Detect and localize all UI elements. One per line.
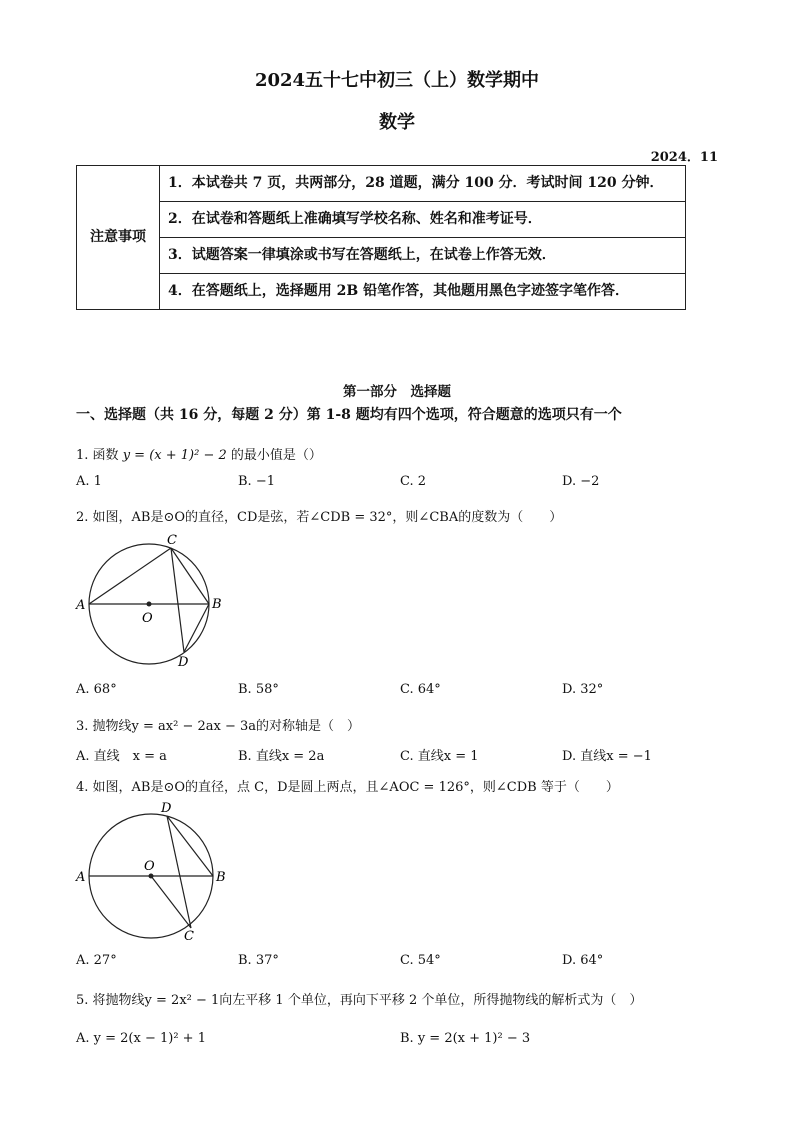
question-text: 如图，AB是⊙O的直径，CD是弦，若∠CDB = 32°，则∠CBA的度数为（ ）	[92, 510, 563, 525]
label-c: C	[167, 533, 177, 548]
question-text: 如图，AB是⊙O的直径，点 C，D是圆上两点，且∠AOC = 126°，则∠CDB 等于（ ）	[92, 780, 619, 795]
chord-ac	[89, 548, 171, 604]
option-b: B. −1	[238, 474, 275, 489]
label-o: O	[144, 859, 155, 874]
question-text: 的最小值是（）	[230, 448, 322, 463]
question-2	[76, 506, 562, 525]
option-d: D. 64°	[562, 953, 604, 968]
label-b: B	[216, 870, 226, 885]
label-d: D	[178, 655, 189, 670]
note-item: 2．在试卷和答题纸上准确填写学校名称、姓名和准考证号．	[160, 202, 686, 238]
question-text: 将抛物线y = 2x² − 1向左平移 1 个单位，再向下平移 2 个单位，所得抛物线的解析式为（ ）	[92, 993, 643, 1008]
option-b: B. 37°	[238, 953, 279, 968]
option-d: D. 直线x = −1	[562, 749, 652, 764]
question-number: 5.	[76, 993, 89, 1008]
subject-title: 数学	[379, 112, 415, 133]
option-a: A. y = 2(x − 1)² + 1	[76, 1031, 206, 1046]
label-a: A	[76, 598, 86, 613]
formula: y = (x + 1)² − 2	[122, 448, 227, 463]
exam-date: 2024．11	[650, 150, 718, 165]
option-b: B. 直线x = 2a	[238, 749, 325, 764]
question-number: 2.	[76, 510, 89, 525]
center-point	[149, 874, 154, 879]
note-item: 4．在答题纸上，选择题用 2B 铅笔作答，其他题用黑色字迹签字笔作答．	[160, 274, 686, 310]
option-b: B. y = 2(x + 1)² − 3	[400, 1031, 531, 1046]
option-d: D. 32°	[562, 682, 604, 697]
label-a: A	[76, 870, 86, 885]
question-number: 1.	[76, 448, 89, 463]
label-d: D	[161, 801, 172, 816]
label-c: C	[184, 929, 194, 944]
label-b: B	[212, 597, 222, 612]
option-a: A. 1	[76, 474, 102, 489]
option-b: B. 58°	[238, 682, 279, 697]
notes-label: 注意事项	[77, 166, 160, 310]
question-5	[76, 989, 642, 1008]
question-text: 抛物线y = ax² − 2ax − 3a的对称轴是（ ）	[92, 719, 361, 734]
question-number: 3.	[76, 719, 89, 734]
note-item: 1．本试卷共 7 页，共两部分，28 道题，满分 100 分．考试时间 120 分钟．	[160, 166, 686, 202]
circle-figure-q4	[74, 800, 234, 945]
option-a: A. 27°	[76, 953, 117, 968]
option-c: C. 2	[400, 474, 427, 489]
option-c: C. 直线x = 1	[400, 749, 479, 764]
question-3	[76, 715, 360, 734]
option-c: C. 64°	[400, 682, 441, 697]
question-text: 函数	[92, 448, 119, 463]
question-number: 4.	[76, 780, 89, 795]
option-a: A. 直线 x = a	[76, 749, 167, 764]
circle-figure-q2	[74, 532, 234, 672]
option-c: C. 54°	[400, 953, 441, 968]
part-title: 第一部分 选择题	[343, 384, 451, 400]
question-1	[76, 444, 322, 463]
notes-table	[76, 165, 686, 310]
question-4	[76, 776, 619, 795]
center-point	[147, 602, 152, 607]
section-header: 一、选择题（共 16 分，每题 2 分）第 1-8 题均有四个选项，符合题意的选项只有一个	[76, 407, 622, 423]
chord-dc	[167, 816, 191, 928]
option-a: A. 68°	[76, 682, 117, 697]
note-item: 3．试题答案一律填涂或书写在答题纸上，在试卷上作答无效．	[160, 238, 686, 274]
page-title: 2024五十七中初三（上）数学期中	[254, 70, 540, 91]
chord-db	[184, 604, 209, 652]
label-o: O	[142, 611, 153, 626]
option-d: D. −2	[562, 474, 600, 489]
